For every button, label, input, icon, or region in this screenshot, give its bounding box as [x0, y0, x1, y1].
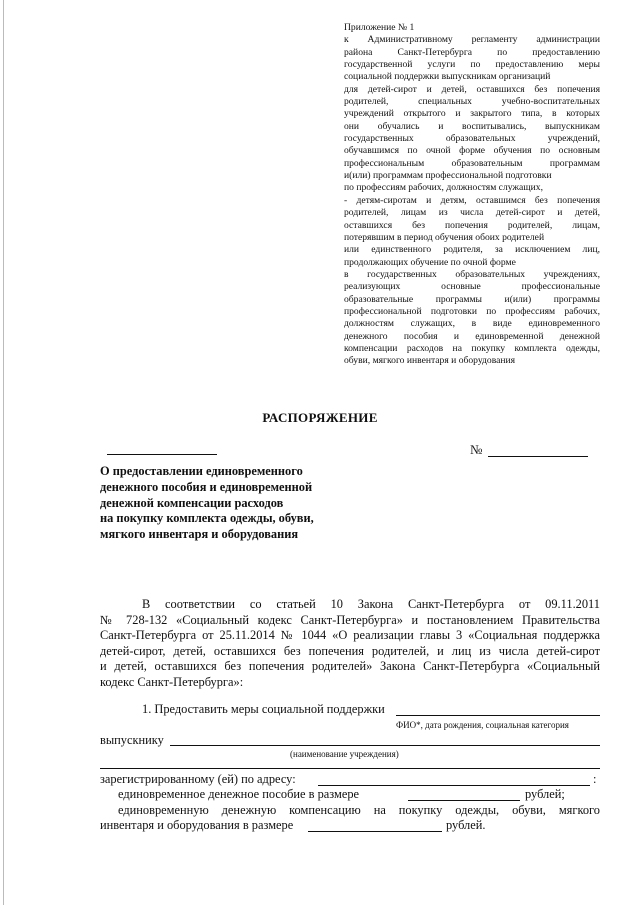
preamble-line: В соответствии со статьей 10 Закона Санкт-Петербурга от 09.11.2011 [142, 597, 600, 611]
appendix-line: оставшихся без попечения родителей, лицам, [344, 219, 600, 231]
appendix-line: продолжающих обучение по очной форме [344, 256, 516, 268]
allowance-label: единовременное денежное пособие в размере [118, 787, 360, 801]
appendix-line: профессиональным образовательным программам [344, 157, 600, 169]
separator-line [100, 768, 600, 769]
page-edge [3, 0, 4, 905]
compensation-line: единовременную денежную компенсацию на покупку одежды, обуви, мягкого [118, 803, 600, 817]
registered-label: зарегистрированному (ей) по адресу: [100, 772, 296, 786]
preamble-line: № 728-132 «Социальный кодекс Санкт-Петербурга» и постановлением Правительства [100, 612, 600, 627]
appendix-line: учреждений открытого и закрытого типа, в которых [344, 108, 600, 120]
recipient-blank-line [396, 715, 600, 716]
document-title: РАСПОРЯЖЕНИЕ [262, 410, 378, 425]
preamble-paragraph [100, 597, 600, 691]
subject-line: денежного пособия и единовременной [100, 479, 313, 494]
appendix-line: Приложение № 1 [344, 22, 415, 33]
subject-line: мягкого инвентаря и оборудования [100, 527, 299, 542]
appendix-line: социальной поддержки выпускникам организаций [344, 71, 551, 83]
address-blank-line [318, 785, 590, 786]
subject-line: денежной компенсации расходов [100, 495, 284, 510]
preamble-line: и детей, оставшихся без попечения родителей» Закона Санкт-Петербурга «Социальный [100, 659, 600, 674]
appendix-line: должностям служащих, в виде единовременного [344, 318, 600, 330]
appendix-line: государственной услуги по предоставлению меры [344, 59, 600, 71]
appendix-line: в государственных образовательных учреждениях, [344, 268, 600, 280]
appendix-line: обучавшимся по очной форме обучения по основным [344, 145, 600, 157]
allowance-unit: рублей; [525, 787, 565, 801]
appendix-line: - детям-сиротам и детям, оставшимся без попечения [344, 194, 600, 206]
number-sign: № [470, 442, 483, 457]
address-colon: : [593, 772, 597, 786]
appendix-line: или единственного родителя, за исключением лиц, [344, 244, 600, 256]
document-subject [100, 464, 360, 543]
appendix-line: района Санкт-Петербурга по предоставлению [344, 46, 600, 58]
appendix-line: обуви, мягкого инвентаря и оборудования [344, 355, 516, 367]
number-blank-line [488, 456, 588, 457]
subject-line: на покупку комплекта одежды, обуви, [100, 511, 314, 526]
graduate-label: выпускнику [100, 733, 164, 747]
compensation-blank-line [308, 831, 442, 832]
institution-hint: (наименование учреждения) [290, 749, 399, 759]
preamble-line: детей-сирот, детей, оставшихся без попечения родителей, и лиц из числа детей-сирот [100, 643, 600, 658]
compensation-line-2: инвентаря и оборудования в размере [100, 818, 294, 832]
appendix-line: реализующих основные профессиональные [344, 281, 600, 293]
appendix-line: и(или) программам профессиональной подготовки [344, 170, 552, 182]
compensation-unit: рублей. [446, 818, 486, 832]
appendix-line: государственных образовательных учреждений, [344, 133, 600, 145]
appendix-line: профессиональной подготовки по профессиям рабочих, [344, 305, 600, 317]
appendix-line: они обучались и воспитывались, выпускникам [344, 120, 600, 132]
appendix-line: родителей, специальных учебно-воспитательных [344, 96, 600, 108]
appendix-line: по профессиям рабочих, должностям служащих, [344, 182, 544, 194]
appendix-line: для детей-сирот и детей, оставшихся без попечения [344, 83, 600, 95]
appendix-line: компенсации расходов на покупку комплекта одежды, [344, 342, 600, 354]
preamble-line: кодекс Санкт-Петербурга»: [100, 674, 244, 689]
institution-blank-line [170, 745, 600, 746]
allowance-blank-line [408, 800, 520, 801]
appendix-line: потерявшим в период обучения обоих родителей [344, 231, 545, 243]
appendix-line: родителей, лицам из числа детей-сирот и детей, [344, 207, 600, 219]
appendix-line: к Административному регламенту администрации [344, 34, 600, 46]
recipient-hint: ФИО*, дата рождения, социальная категория [396, 720, 569, 730]
preamble-line: Санкт-Петербурга от 25.11.2014 № 1044 «О реализации главы 3 «Социальная поддержка [100, 628, 600, 643]
appendix-line: образовательные программы и(или) программы [344, 293, 600, 305]
subject-line: О предоставлении единовременного [100, 464, 303, 478]
item1-text: 1. Предоставить меры социальной поддержки [142, 702, 385, 716]
appendix-line: денежного пособия и единовременной денежной [344, 330, 600, 342]
date-blank-line [107, 454, 217, 455]
appendix-block [344, 22, 600, 368]
